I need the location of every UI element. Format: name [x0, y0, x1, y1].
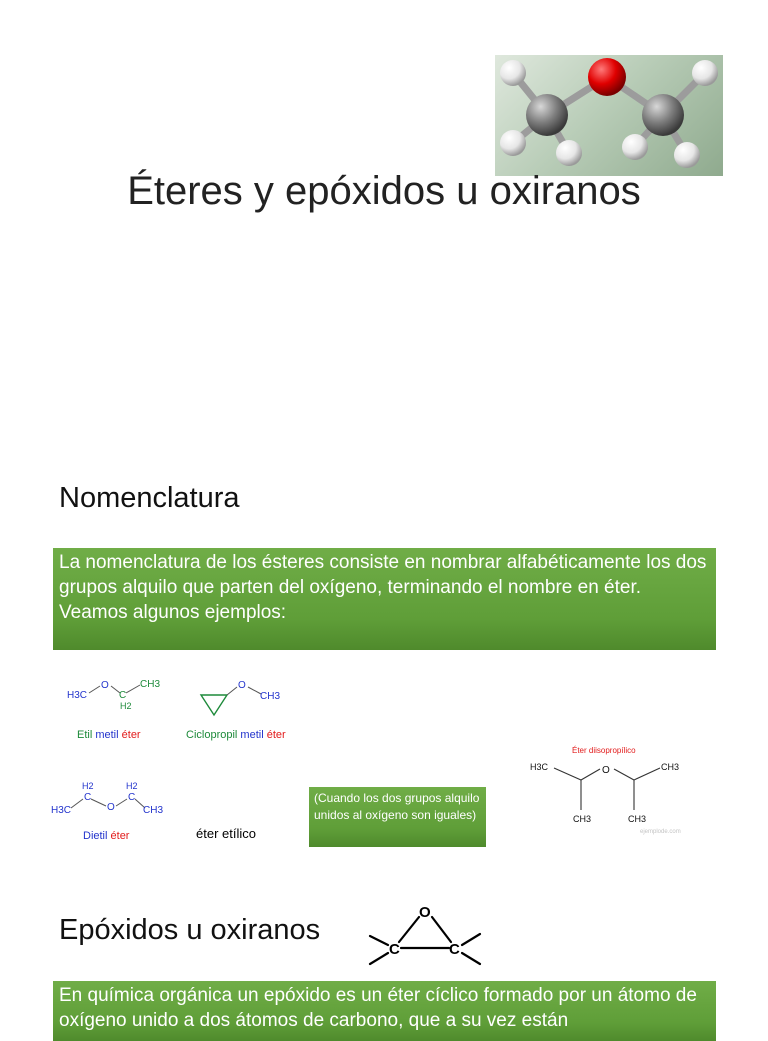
epoxidos-heading: Epóxidos u oxiranos [59, 914, 321, 946]
atom-ch3: CH3 [260, 691, 281, 702]
atom-c: C [389, 941, 400, 958]
ejemplode-watermark: ejemplode.com [640, 829, 681, 835]
ciclopropil-metil-eter-structure [195, 674, 290, 720]
label-etil: Etil [77, 729, 93, 741]
ciclopropil-metil-eter-label [186, 728, 286, 742]
eter-etilico-text: éter etílico [196, 826, 256, 841]
slide-title: Éteres y epóxidos u oxiranos [127, 169, 641, 213]
atom-h3c: H3C [67, 690, 88, 701]
label-metil: metil [240, 729, 264, 741]
atom-h2: H2 [82, 781, 94, 791]
epoxidos-description-box [53, 981, 716, 1041]
label-eter: éter [266, 729, 286, 741]
atom-o: O [107, 802, 115, 813]
dietil-eter-label [83, 829, 129, 843]
label-dietil: Dietil [83, 830, 108, 842]
eter-diisopropilico-label: Éter diisopropílico [572, 746, 636, 755]
label-ciclopropil: Ciclopropil [186, 729, 238, 741]
dimethyl-ether-molecule-image [495, 55, 723, 176]
atom-o: O [419, 904, 431, 921]
atom-o: O [238, 680, 246, 691]
atom-c: C [119, 690, 127, 701]
atom-h3c: H3C [51, 805, 72, 816]
note-box [309, 787, 486, 847]
label-eter: éter [110, 830, 130, 842]
atom-ch3: CH3 [661, 762, 680, 772]
note-text: (Cuando los dos grupos alquilo unidos al oxígeno son iguales) [314, 791, 480, 822]
dietil-eter-structure [49, 778, 169, 820]
atom-h3c: H3C [530, 762, 549, 772]
etil-metil-eter-label [77, 728, 141, 742]
eter-diisopropilico-structure [528, 754, 692, 828]
epoxide-ring-structure [366, 902, 484, 968]
atom-o: O [101, 680, 109, 691]
atom-ch3: CH3 [140, 679, 161, 690]
atom-h2: H2 [120, 701, 132, 711]
atom-h2: H2 [126, 781, 138, 791]
atom-ch3: CH3 [573, 814, 592, 824]
nomenclatura-description: La nomenclatura de los ésteres consiste en nombrar alfabéticamente los dos grupos alquilo que parten del oxígeno, terminando el nombre en éter. Veamos algunos ejemplos: [59, 552, 707, 623]
atom-c: C [449, 941, 460, 958]
epoxidos-description: En química orgánica un epóxido es un éter cíclico formado por un átomo de oxígeno unido a dos átomos de carbono, que a su vez están [59, 985, 697, 1031]
nomenclatura-heading: Nomenclatura [59, 482, 240, 514]
etil-metil-eter-structure [62, 674, 172, 716]
label-metil: metil [95, 729, 119, 741]
nomenclatura-description-box [53, 548, 716, 650]
atom-o: O [602, 765, 610, 776]
atom-ch3: CH3 [143, 805, 164, 816]
atom-c: C [128, 792, 136, 803]
label-eter: éter [121, 729, 141, 741]
atom-c: C [84, 792, 92, 803]
atom-ch3: CH3 [628, 814, 647, 824]
